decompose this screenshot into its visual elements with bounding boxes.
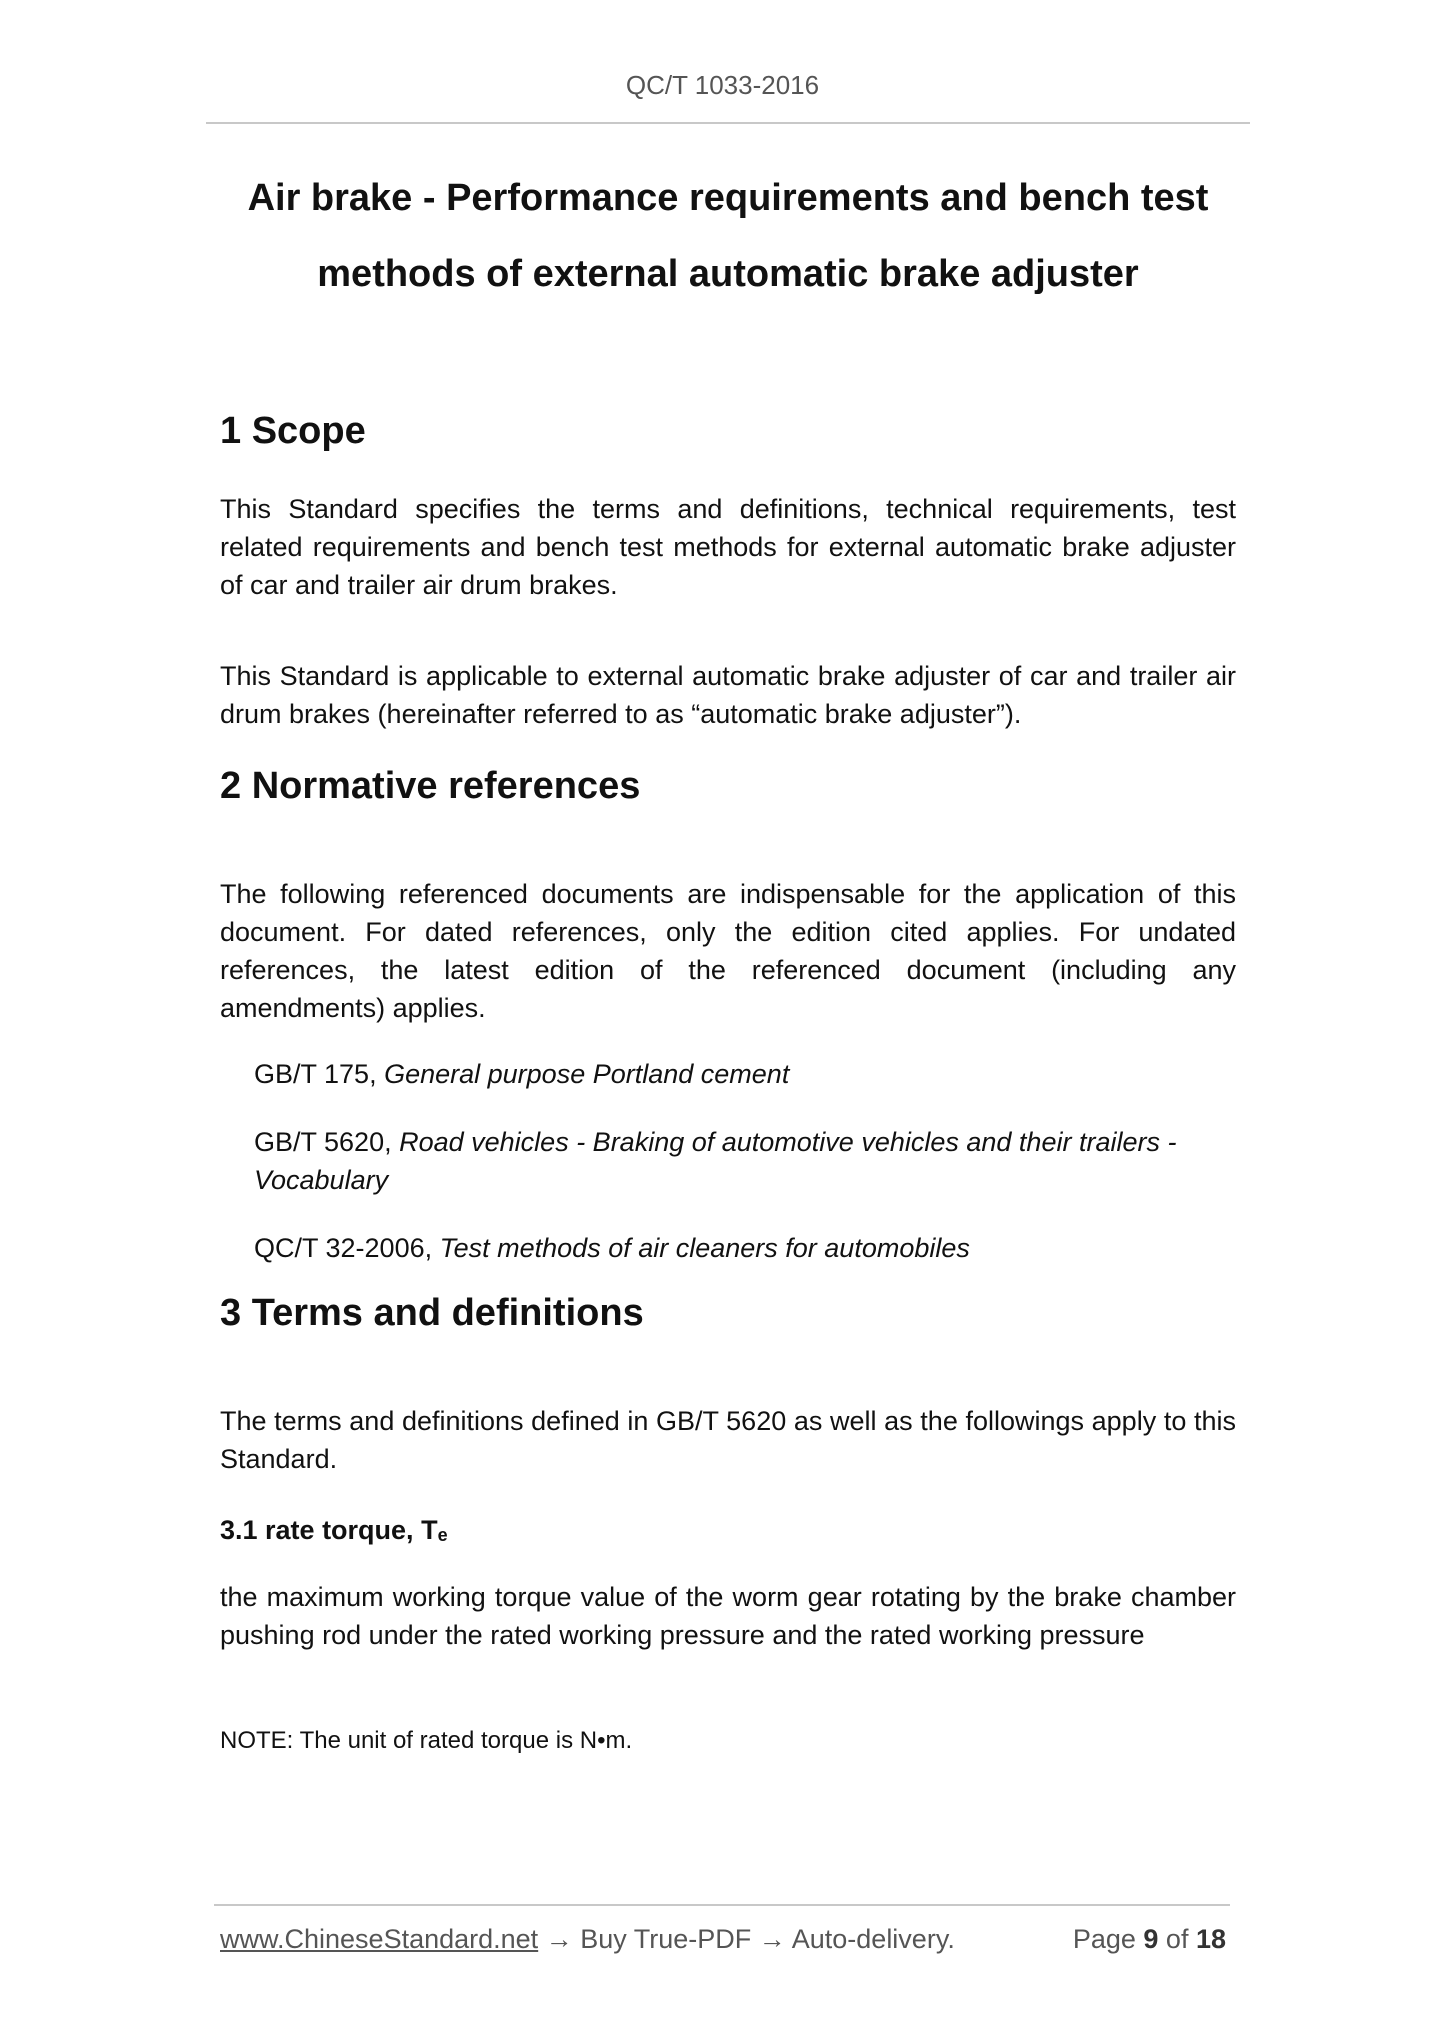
current-page: 9 (1143, 1924, 1159, 1954)
footer-tagline: → Buy True-PDF → Auto-delivery. (538, 1924, 955, 1954)
term-heading-subscript: e (437, 1525, 448, 1545)
footer-divider (214, 1904, 1230, 1906)
term-definition: the maximum working torque value of the worm gear rotating by the brake chamber pushing rod under the rated working pressure and the rated working pressure (220, 1582, 1236, 1650)
total-pages: 18 (1195, 1924, 1226, 1954)
terms-intro-paragraph: The terms and definitions defined in GB/T 5620 as well as the followings apply to this Standard. (220, 1406, 1236, 1474)
reference-title: Road vehicles - Braking of automotive vehicles and their trailers - Vocabulary (254, 1127, 1177, 1195)
term-heading-text: 3.1 rate torque, T (220, 1515, 438, 1545)
page-number (1073, 1924, 1226, 1955)
header-divider (206, 122, 1250, 124)
reference-item (254, 1055, 1236, 1093)
reference-title: Test methods of air cleaners for automobiles (439, 1233, 970, 1263)
document-title (206, 160, 1250, 312)
reference-item (254, 1123, 1236, 1199)
title-line-1: Air brake - Performance requirements and bench test (247, 177, 1209, 219)
scope-paragraph-2: This Standard is applicable to external automatic brake adjuster of car and trailer air drum brakes (hereinafter referred to as “automatic brake adjuster”). (220, 661, 1236, 729)
chinese-standard-link[interactable]: www.ChineseStandard.net (220, 1924, 539, 1954)
reference-item (254, 1229, 1236, 1267)
footer-promo (220, 1924, 955, 1955)
term-heading-rate-torque (220, 1515, 448, 1546)
document-code-header: QC/T 1033-2016 (625, 70, 820, 100)
reference-code: GB/T 175, (254, 1059, 385, 1089)
title-line-2: methods of external automatic brake adjuster (317, 253, 1139, 295)
section-heading-terms-and-definitions: 3 Terms and definitions (220, 1292, 644, 1334)
reference-title: General purpose Portland cement (384, 1059, 790, 1089)
section-heading-normative-references: 2 Normative references (220, 765, 641, 807)
page-of-label: of (1158, 1924, 1196, 1954)
scope-paragraph-1: This Standard specifies the terms and definitions, technical requirements, test related requirements and bench test methods for external automatic brake adjuster of car and trailer air drum brakes. (220, 494, 1236, 600)
reference-code: QC/T 32-2006, (254, 1233, 440, 1263)
page-label: Page (1072, 1924, 1144, 1954)
reference-code: GB/T 5620, (254, 1127, 400, 1157)
normative-intro-paragraph: The following referenced documents are indispensable for the application of this document. For dated references, only the edition cited applies. For undated references, the latest edition of the referenced document (including any amendments) applies. (220, 879, 1236, 1023)
section-heading-scope: 1 Scope (220, 410, 366, 452)
note-text: NOTE: The unit of rated torque is N•m. (220, 1727, 633, 1754)
